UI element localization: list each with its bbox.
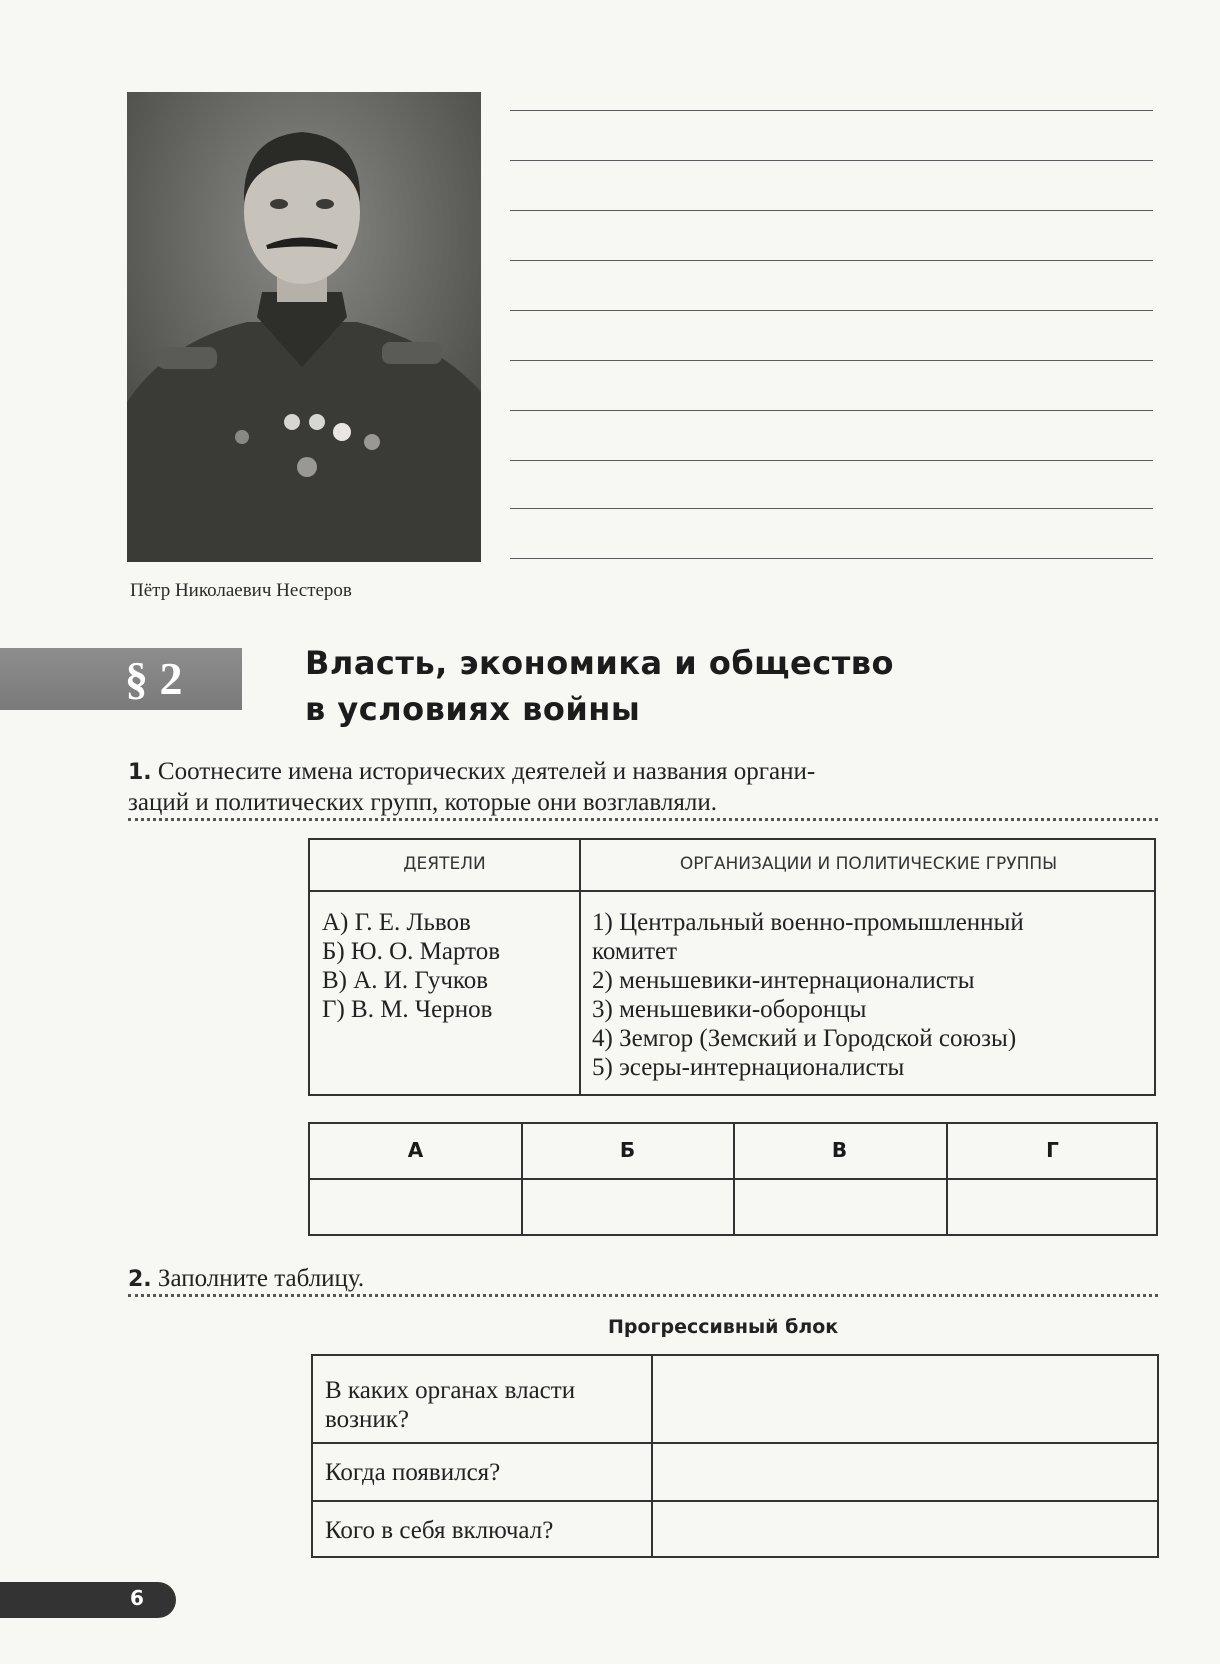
fill-table — [311, 1354, 1159, 1558]
answer-header-a: А — [407, 1138, 424, 1162]
column-divider — [651, 1356, 653, 1556]
photo-caption: Пётр Николаевич Нестеров — [130, 580, 352, 601]
section-title-line1: Власть, экономика и общество — [305, 644, 894, 682]
organization-item: 4) Земгор (Земский и Городской союзы) — [592, 1025, 1017, 1052]
answer-cell-b[interactable] — [523, 1180, 733, 1234]
answer-line[interactable] — [510, 260, 1153, 261]
section-tab — [0, 648, 242, 710]
answer-header-v: В — [831, 1138, 848, 1162]
table-title: Прогрессивный блок — [608, 1316, 839, 1338]
answer-line[interactable] — [510, 360, 1153, 361]
question-members: Кого в себя включал? — [325, 1517, 554, 1544]
organizations-list — [592, 908, 1024, 1082]
question-when: Когда появился? — [325, 1459, 501, 1486]
figure-item: Б) Ю. О. Мартов — [322, 938, 501, 965]
task2-instruction: Заполните таблицу. — [157, 1265, 365, 1292]
portrait-image — [127, 92, 481, 562]
organization-item: комитет — [592, 938, 678, 965]
answer-cell-when[interactable] — [654, 1444, 1157, 1500]
header-divider — [310, 890, 1154, 892]
task1-number: 1. — [128, 760, 152, 785]
answer-line[interactable] — [510, 558, 1153, 559]
answer-cell-a[interactable] — [310, 1180, 521, 1234]
dotted-separator — [128, 1294, 1158, 1297]
header-organizations: ОРГАНИЗАЦИИ И ПОЛИТИЧЕСКИЕ ГРУППЫ — [679, 854, 1058, 874]
question-origin: В каких органах власти возник? — [325, 1377, 576, 1433]
section-title — [305, 640, 1005, 732]
answer-cell-members[interactable] — [654, 1502, 1157, 1556]
task2-text — [128, 1264, 364, 1295]
answer-header-b: Б — [619, 1138, 636, 1162]
matching-table — [308, 838, 1156, 1096]
answer-cell-v[interactable] — [735, 1180, 946, 1234]
answer-cell-origin[interactable] — [654, 1356, 1157, 1442]
organization-item: 3) меньшевики-оборонцы — [592, 996, 867, 1023]
figure-item: Г) В. М. Чернов — [322, 996, 493, 1023]
section-title-line2: в условиях войны — [305, 690, 641, 728]
dotted-separator — [128, 818, 1158, 821]
task1-text — [128, 757, 815, 818]
answer-line[interactable] — [510, 210, 1153, 211]
page-number: 6 — [130, 1586, 144, 1610]
answer-line[interactable] — [510, 410, 1153, 411]
answer-line[interactable] — [510, 310, 1153, 311]
section-number: § 2 — [125, 653, 183, 704]
task1-line2: заций и политических групп, которые они возглавляли. — [128, 789, 717, 816]
figure-item: В) А. И. Гучков — [322, 967, 489, 994]
answer-line[interactable] — [510, 508, 1153, 509]
figure-item: А) Г. Е. Львов — [322, 909, 471, 936]
answer-line[interactable] — [510, 110, 1153, 111]
answer-line[interactable] — [510, 160, 1153, 161]
portrait-photo — [127, 92, 481, 562]
task2-number: 2. — [128, 1267, 152, 1292]
answer-line[interactable] — [510, 460, 1153, 461]
column-divider — [579, 840, 581, 1094]
page-number-tab — [0, 1582, 176, 1618]
answer-header-g: Г — [1046, 1138, 1059, 1162]
task1-line1: Соотнесите имена исторических деятелей и названия органи- — [157, 758, 816, 785]
answer-cell-g[interactable] — [948, 1180, 1156, 1234]
answer-grid — [308, 1122, 1158, 1236]
organization-item: 2) меньшевики-интернационалисты — [592, 967, 975, 994]
organization-item: 5) эсеры-интернационалисты — [592, 1054, 905, 1081]
header-figures: ДЕЯТЕЛИ — [403, 854, 486, 874]
figures-list — [322, 908, 500, 1024]
organization-item: 1) Центральный военно-промышленный — [592, 909, 1024, 936]
